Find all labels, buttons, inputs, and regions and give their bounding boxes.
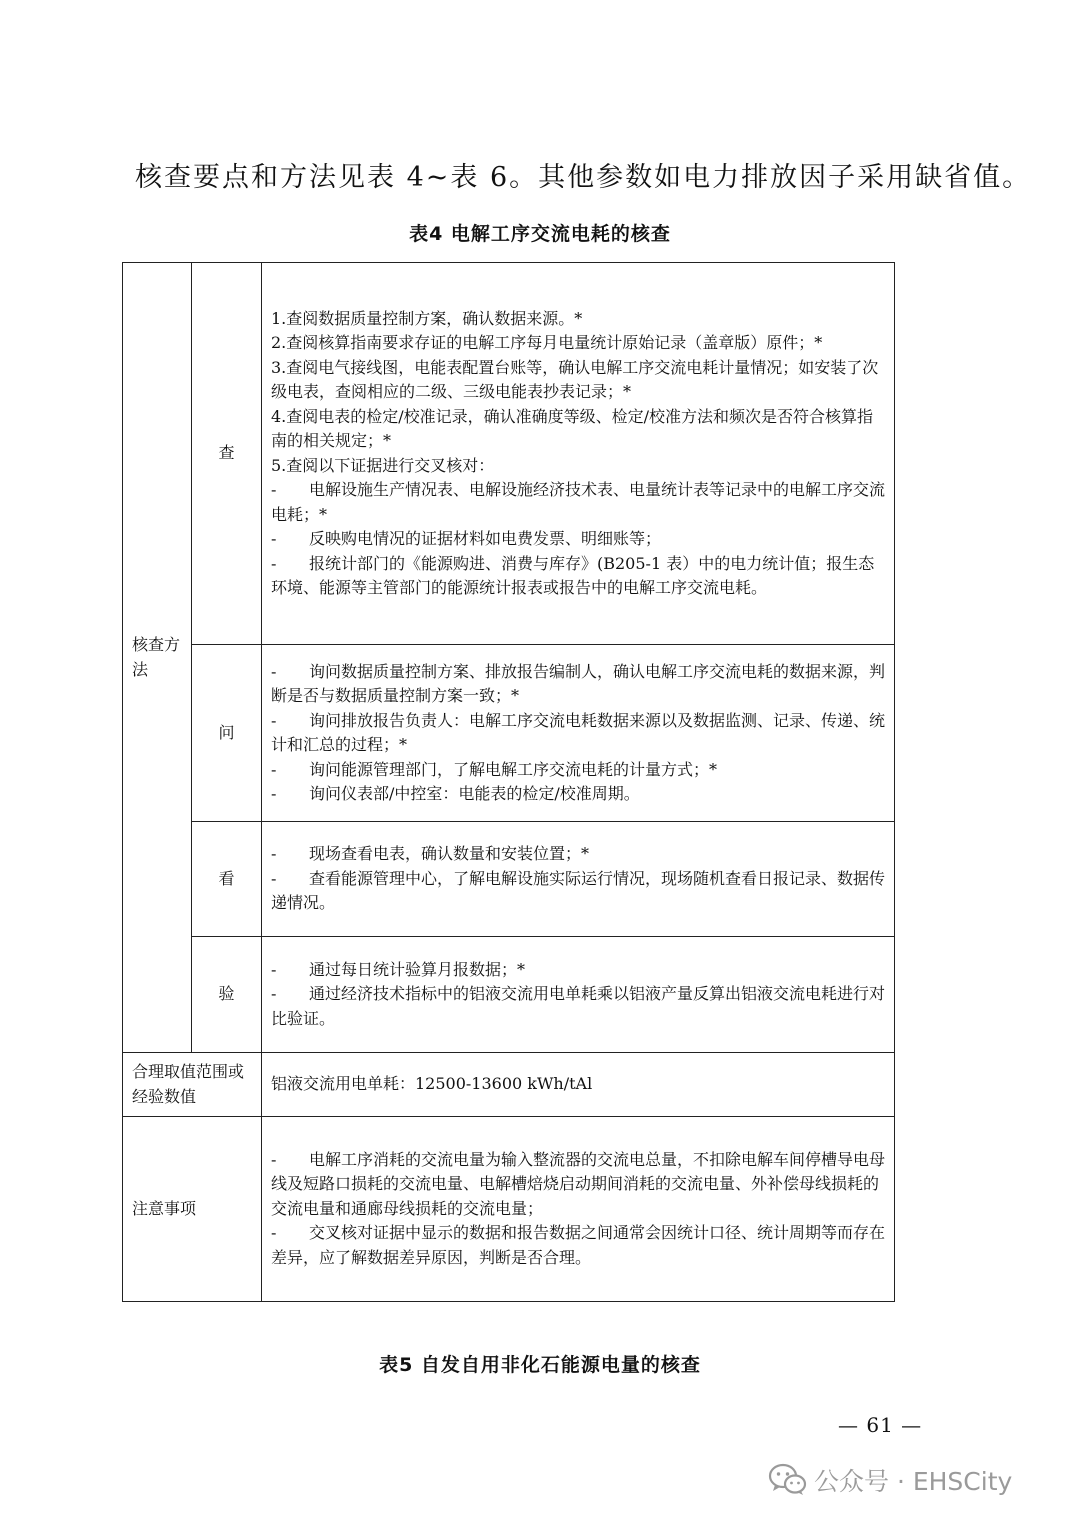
dash-marker: - — [271, 959, 277, 979]
dash-marker: - — [271, 844, 277, 864]
check-line: 3.查阅电气接线图，电能表配置台账等，确认电解工序交流电耗计量情况；如安装了次级电表，查阅相应的二级、三级电能表抄表记录；* — [271, 357, 879, 401]
look-content — [262, 822, 895, 937]
ask-item — [271, 758, 885, 783]
ask-item — [271, 709, 885, 758]
ask-line: 询问数据质量控制方案、排放报告编制人，确认电解工序交流电耗的数据来源，判断是否与数据质量控制方案一致；* — [271, 661, 886, 705]
dash-marker: - — [271, 553, 277, 573]
dash-marker: - — [271, 480, 277, 499]
verify-item — [271, 982, 885, 1031]
ask-content — [262, 645, 895, 822]
ask-item — [271, 660, 885, 709]
check-line: 报统计部门的《能源购进、消费与库存》(B205-1 表）中的电力统计值；报生态环境、能源等主管部门的能源统计报表或报告中的电解工序交流电耗。 — [271, 553, 875, 597]
ask-line: 询问排放报告负责人：电解工序交流电耗数据来源以及数据监测、记录、传递、统计和汇总的过程；* — [271, 710, 886, 754]
check-line: 反映购电情况的证据材料如电费发票、明细账等； — [309, 529, 662, 548]
notes-label: 注意事项 — [123, 1117, 262, 1302]
check-line: 4.查阅电表的检定/校准记录，确认准确度等级、检定/校准方法和频次是否符合核算指南的相关规定；* — [271, 406, 874, 450]
check-subitem — [271, 527, 885, 552]
check-line: 电解设施生产情况表、电解设施经济技术表、电量统计表等记录中的电解工序交流电耗；* — [271, 480, 886, 524]
check-subitem — [271, 552, 885, 601]
intro-paragraph: 核查要点和方法见表 4~表 6。其他参数如电力排放因子采用缺省值。 — [135, 162, 1032, 193]
ask-item — [271, 782, 885, 807]
check-line: 2.查阅核算指南要求存证的电解工序每月电量统计原始记录（盖章版）原件；* — [271, 333, 823, 352]
check-line: 5.查阅以下证据进行交叉核对： — [271, 455, 495, 475]
note-item — [271, 1221, 885, 1270]
dash-marker: - — [271, 710, 277, 730]
ask-line: 询问仪表部/中控室：电能表的检定/校准周期。 — [309, 784, 640, 803]
look-item — [271, 867, 885, 916]
dash-marker: - — [271, 759, 277, 779]
check-content — [262, 263, 895, 645]
verification-table — [122, 262, 895, 1302]
dash-marker: - — [271, 661, 277, 681]
check-label: 查 — [192, 263, 262, 645]
verify-content — [262, 937, 895, 1053]
table4-caption: 表4 电解工序交流电耗的核查 — [409, 223, 671, 245]
look-line: 现场查看电表，确认数量和安装位置；* — [309, 844, 590, 864]
range-value: 铝液交流用电单耗：12500-13600 kWh/tAl — [262, 1053, 895, 1117]
dash-marker: - — [271, 1223, 277, 1243]
ask-label: 问 — [192, 645, 262, 822]
page-number: — 61 — — [838, 1413, 923, 1437]
verify-line: 通过每日统计验算月报数据；* — [309, 959, 526, 979]
table5-caption: 表5 自发自用非化石能源电量的核查 — [379, 1354, 701, 1376]
dash-marker: - — [271, 784, 277, 803]
watermark — [768, 1462, 1012, 1498]
dash-marker: - — [271, 1149, 277, 1169]
wechat-icon — [768, 1463, 808, 1497]
watermark-text: 公众号 · EHSCity — [814, 1467, 1013, 1496]
range-label: 合理取值范围或经验数值 — [123, 1053, 262, 1117]
method-label: 核查方法 — [123, 263, 192, 1053]
look-label: 看 — [192, 822, 262, 937]
look-line: 查看能源管理中心，了解电解设施实际运行情况，现场随机查看日报记录、数据传递情况。 — [271, 868, 886, 913]
ask-line: 询问能源管理部门，了解电解工序交流电耗的计量方式；* — [309, 759, 718, 779]
dash-marker: - — [271, 868, 277, 888]
dash-marker: - — [271, 529, 277, 548]
note-line: 交叉核对证据中显示的数据和报告数据之间通常会因统计口径、统计周期等而存在差异，应了解数据差异原因，判断是否合理。 — [271, 1223, 886, 1267]
note-item — [271, 1148, 885, 1222]
verify-label: 验 — [192, 937, 262, 1053]
verify-item — [271, 958, 885, 983]
notes-content — [262, 1117, 895, 1302]
check-line: 1.查阅数据质量控制方案，确认数据来源。* — [271, 308, 583, 328]
check-subitem — [271, 478, 885, 527]
verify-line: 通过经济技术指标中的铝液交流用电单耗乘以铝液产量反算出铝液交流电耗进行对比验证。 — [271, 984, 886, 1028]
note-line: 电解工序消耗的交流电量为输入整流器的交流电总量，不扣除电解车间停槽导电母线及短路口损耗的交流电量、电解槽焙烧启动期间消耗的交流电量、外补偿母线损耗的交流电量和通廊母线损耗的交流电量； — [271, 1149, 886, 1218]
dash-marker: - — [271, 984, 277, 1004]
look-item — [271, 842, 885, 867]
